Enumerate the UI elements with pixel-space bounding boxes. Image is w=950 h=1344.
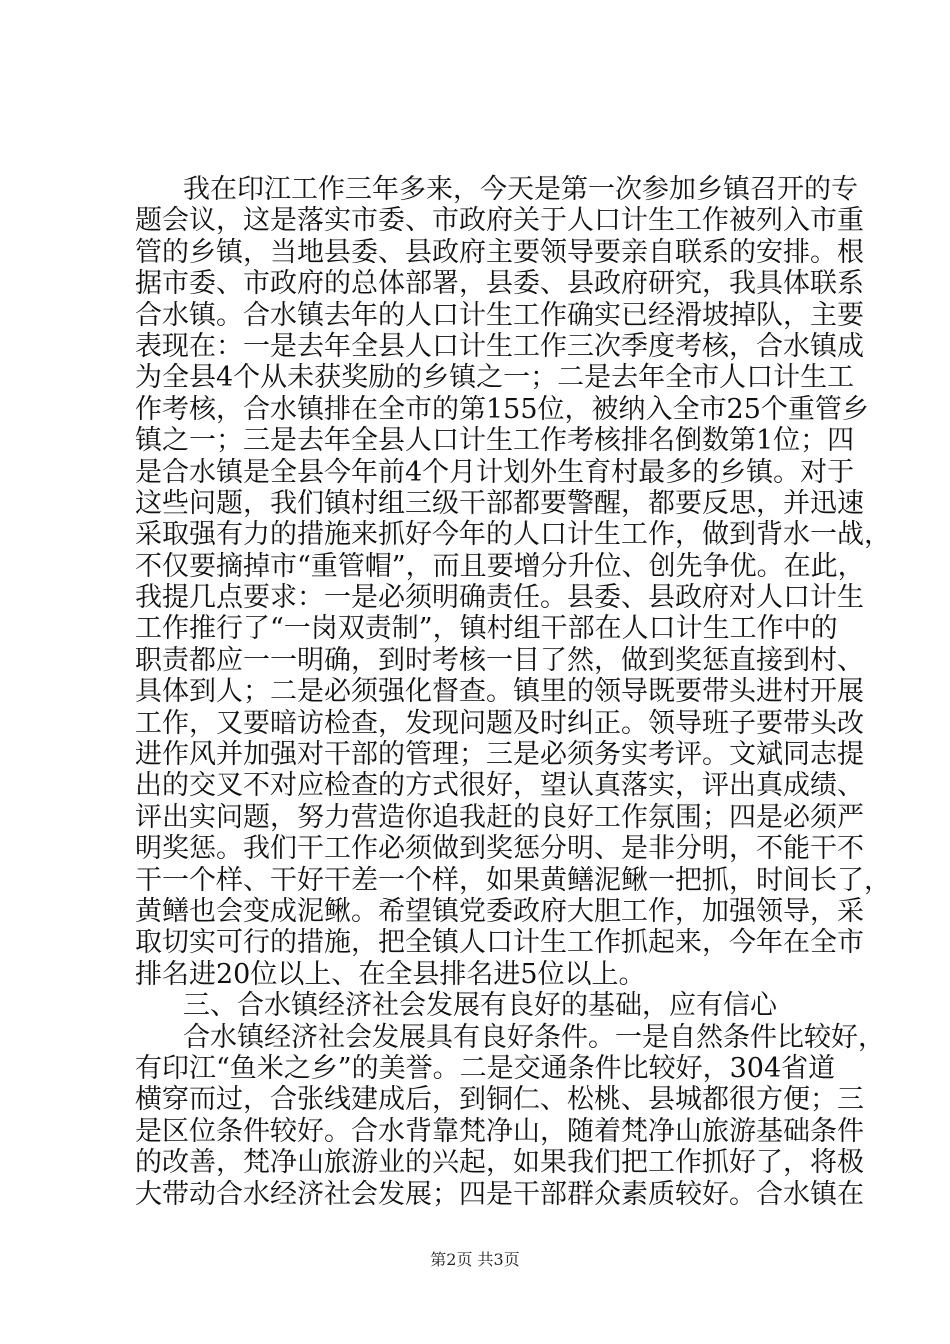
text-line: 横穿而过，合张线建成后，到铜仁、松桃、县城都很方便；三 xyxy=(135,1084,864,1116)
text-line: 出的交叉不对应检查的方式很好，望认真落实，评出真成绩、 xyxy=(135,770,864,802)
text-line: 的改善，梵净山旅游业的兴起，如果我们把工作抓好了，将极 xyxy=(135,1147,864,1179)
text-line: 排名进20位以上、在全县排名进5位以上。 xyxy=(135,958,646,990)
text-line: 题会议，这是落实市委、市政府关于人口计生工作被列入市重 xyxy=(135,205,864,237)
text-line: 取切实可行的措施，把全镇人口计生工作抓起来，今年在全市 xyxy=(135,927,864,959)
text-line: 进作风并加强对干部的管理；三是必须务实考评。文斌同志提 xyxy=(135,739,864,771)
text-line: 是合水镇是全县今年前4个月计划外生育村最多的乡镇。对于 xyxy=(135,456,855,488)
text-line: 表现在：一是去年全县人口计生工作三次季度考核，合水镇成 xyxy=(135,330,864,362)
text-line: 工作，又要暗访检查，发现问题及时纠正。领导班子要带头改 xyxy=(135,707,864,739)
text-line: 合水镇经济社会发展具有良好条件。一是自然条件比较好， xyxy=(183,1021,885,1053)
text-line: 采取强有力的措施来抓好今年的人口计生工作，做到背水一战， xyxy=(135,519,891,551)
text-line: 干一个样、干好干差一个样，如果黄鳝泥鳅一把抓，时间长了， xyxy=(135,864,891,896)
text-line: 合水镇。合水镇去年的人口计生工作确实已经滑坡掉队，主要 xyxy=(135,299,864,331)
text-line: 为全县4个从未获奖励的乡镇之一；二是去年全市人口计生工 xyxy=(135,362,855,394)
document-page xyxy=(135,174,891,1210)
section-heading: 三、合水镇经济社会发展有良好的基础，应有信心 xyxy=(183,990,777,1022)
text-line: 评出实问题，努力营造你追我赶的良好工作氛围；四是必须严 xyxy=(135,801,864,833)
text-line: 职责都应一一明确，到时考核一目了然，做到奖惩直接到村、 xyxy=(135,644,864,676)
text-line: 镇之一；三是去年全县人口计生工作考核排名倒数第1位；四 xyxy=(135,425,855,457)
text-line: 不仅要摘掉市“重管帽”，而且要增分升位、创先争优。在此， xyxy=(135,550,865,582)
text-line: 据市委、市政府的总体部署，县委、县政府研究，我具体联系 xyxy=(135,268,864,300)
paragraph-1 xyxy=(135,174,891,990)
text-line: 工作推行了“一岗双责制”，镇村组干部在人口计生工作中的 xyxy=(135,613,838,645)
paragraph-2 xyxy=(135,1021,885,1210)
text-line: 这些问题，我们镇村组三级干部都要警醒，都要反思，并迅速 xyxy=(135,487,864,519)
text-line: 明奖惩。我们干工作必须做到奖惩分明、是非分明，不能干不 xyxy=(135,833,864,865)
text-line: 具体到人；二是必须强化督查。镇里的领导既要带头进村开展 xyxy=(135,676,864,708)
text-line: 是区位条件较好。合水背靠梵净山，随着梵净山旅游基础条件 xyxy=(135,1115,864,1147)
text-line: 大带动合水经济社会发展；四是干部群众素质较好。合水镇在 xyxy=(135,1178,864,1210)
text-line: 作考核，合水镇排在全市的第155位，被纳入全市25个重管乡 xyxy=(135,393,869,425)
text-line: 我提几点要求：一是必须明确责任。县委、县政府对人口计生 xyxy=(135,582,864,614)
page-number-footer: 第2页 共3页 xyxy=(430,1250,520,1269)
text-line: 黄鳝也会变成泥鳅。希望镇党委政府大胆工作，加强领导，采 xyxy=(135,895,864,927)
text-line: 有印江“鱼米之乡”的美誉。二是交通条件比较好，304省道 xyxy=(135,1052,836,1084)
text-line: 管的乡镇，当地县委、县政府主要领导要亲自联系的安排。根 xyxy=(135,236,864,268)
text-line: 我在印江工作三年多来，今天是第一次参加乡镇召开的专 xyxy=(183,174,858,205)
